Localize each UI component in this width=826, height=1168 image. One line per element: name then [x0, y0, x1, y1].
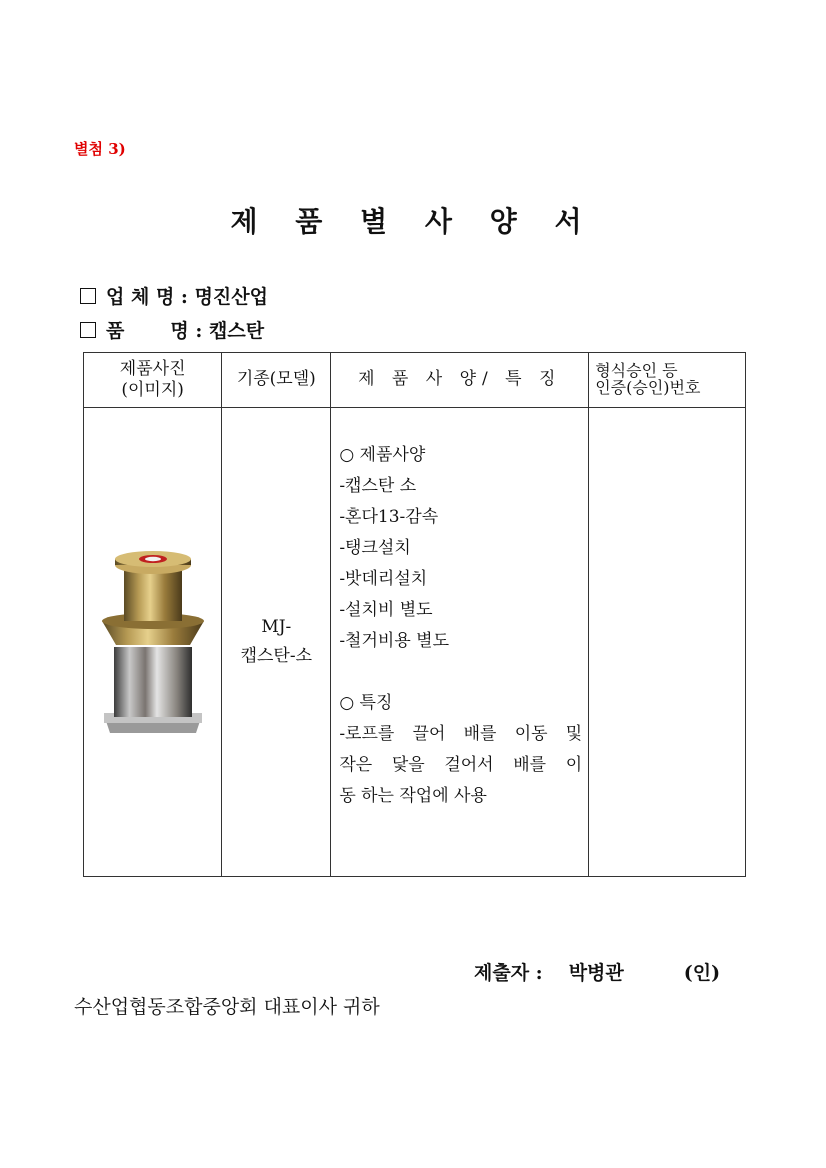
list-item: -탱크설치 [339, 538, 411, 558]
company-separator: : [180, 286, 188, 308]
submitter-name: 박병관 [568, 962, 624, 984]
spec-heading: ○ 제품사양 [339, 445, 426, 465]
list-item: -설치비 별도 [339, 600, 433, 620]
header-photo-line2: (이미지) [121, 380, 184, 400]
document-title: 제 품 별 사 양 서 [230, 205, 596, 238]
product-row [80, 316, 264, 343]
spec-table [83, 352, 746, 877]
model-line1: MJ- [261, 617, 292, 638]
product-separator: : [195, 320, 203, 342]
product-label-b: 명 [170, 320, 189, 342]
header-spec: 제 품 사 양/ 특 징 [331, 353, 589, 408]
submitter-line [474, 958, 720, 985]
product-label-a: 품 [106, 320, 125, 342]
product-photo-cell [84, 408, 222, 877]
company-name: 명진산업 [194, 286, 268, 308]
feature-line: -로프를 끌어 배를 이동 및 [339, 724, 583, 744]
list-item: -캡스탄 소 [339, 476, 417, 496]
capstan-product-image [98, 545, 208, 735]
submitter-label: 제출자 : [474, 962, 543, 984]
model-line2: 캡스탄-소 [240, 646, 313, 666]
header-cert [589, 353, 746, 408]
addressee: 수산업협동조합중앙회 대표이사 귀하 [74, 996, 380, 1018]
list-item: -혼다13-감속 [339, 507, 439, 527]
seal-mark: (인) [683, 962, 721, 984]
table-header-row [84, 353, 746, 408]
header-cert-line1: 형식승인 등 [595, 361, 678, 381]
checkbox-square-icon [80, 322, 96, 338]
header-photo-line1: 제품사진 [119, 358, 186, 379]
attachment-label: 별첨 3) [74, 140, 126, 158]
checkbox-square-icon [80, 288, 96, 304]
list-item: -밧데리설치 [339, 569, 428, 589]
feature-heading: ○ 특징 [339, 693, 393, 713]
company-row [80, 282, 268, 309]
company-label: 업 체 명 [106, 286, 175, 308]
model-cell [222, 408, 331, 877]
spec-cell [331, 408, 589, 877]
feature-line: 작은 닻을 걸어서 배를 이 [339, 755, 583, 775]
list-item: -철거비용 별도 [339, 631, 449, 651]
header-cert-line2: 인증(승인)번호 [595, 378, 701, 397]
cert-cell [589, 408, 746, 877]
table-row [84, 408, 746, 877]
feature-line: 동 하는 작업에 사용 [339, 786, 487, 806]
header-photo [84, 353, 222, 408]
product-name: 캡스탄 [208, 320, 265, 342]
header-model: 기종(모델) [222, 353, 331, 408]
